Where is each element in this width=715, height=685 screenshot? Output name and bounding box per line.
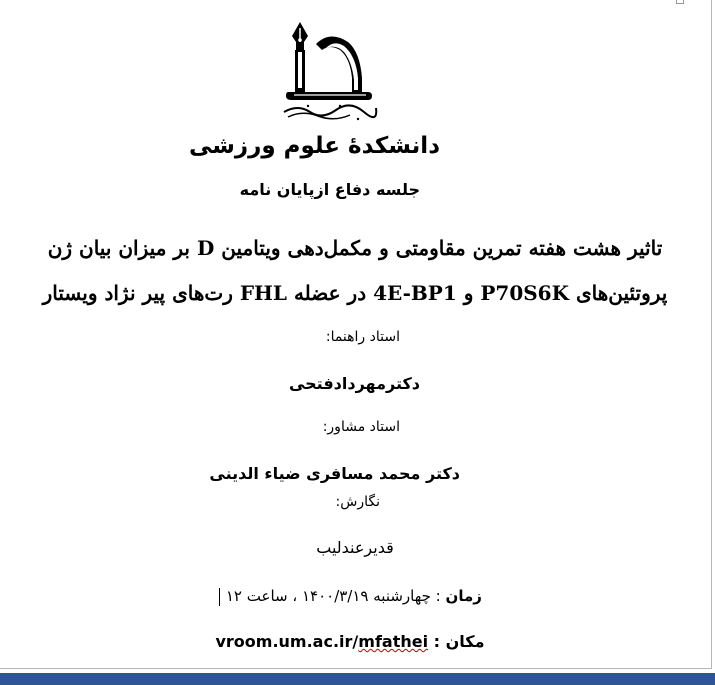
session-subtitle: جلسه دفاع ازپایان نامه bbox=[239, 180, 420, 199]
university-logo bbox=[278, 20, 380, 122]
thesis-title-line-1: تاثیر هشت هفته تمرین مقاومتی و مکمل‌دهی ویتامین D بر میزان بیان ژن bbox=[47, 236, 663, 260]
time-row bbox=[200, 587, 500, 606]
meeting-url[interactable] bbox=[215, 632, 428, 651]
meeting-url-user: mfathei bbox=[358, 632, 429, 651]
page-right-edge bbox=[711, 0, 712, 668]
writer-name: قدیرعندلیب bbox=[316, 538, 394, 557]
place-separator: : bbox=[428, 632, 446, 651]
thesis-title-line-2: پروتئین‌های P70S6K و 4E-BP1 در عضله FHL رت‌های پیر نژاد ویستار bbox=[42, 281, 668, 305]
time-label: زمان bbox=[445, 587, 482, 605]
place-row bbox=[200, 632, 500, 651]
page-corner-mark bbox=[676, 0, 684, 4]
status-bar-strip bbox=[0, 673, 715, 685]
supervisor-name: دکترمهردادفتحی bbox=[288, 374, 420, 393]
page-bottom-edge bbox=[0, 668, 712, 669]
text-cursor bbox=[219, 588, 220, 606]
advisor-name: دکتر محمد مسافری ضیاء الدینی bbox=[209, 464, 460, 483]
faculty-title: دانشکدهٔ علوم ورزشی bbox=[188, 133, 440, 159]
place-label: مکان bbox=[445, 632, 485, 651]
writer-label: نگارش: bbox=[335, 494, 380, 510]
supervisor-label: استاد راهنما: bbox=[325, 329, 400, 345]
time-value: : چهارشنبه ۱۴۰۰/۳/۱۹ ، ساعت ۱۲ bbox=[225, 587, 441, 605]
meeting-url-prefix: vroom.um.ac.ir/ bbox=[215, 632, 359, 651]
advisor-label: استاد مشاور: bbox=[322, 419, 400, 435]
